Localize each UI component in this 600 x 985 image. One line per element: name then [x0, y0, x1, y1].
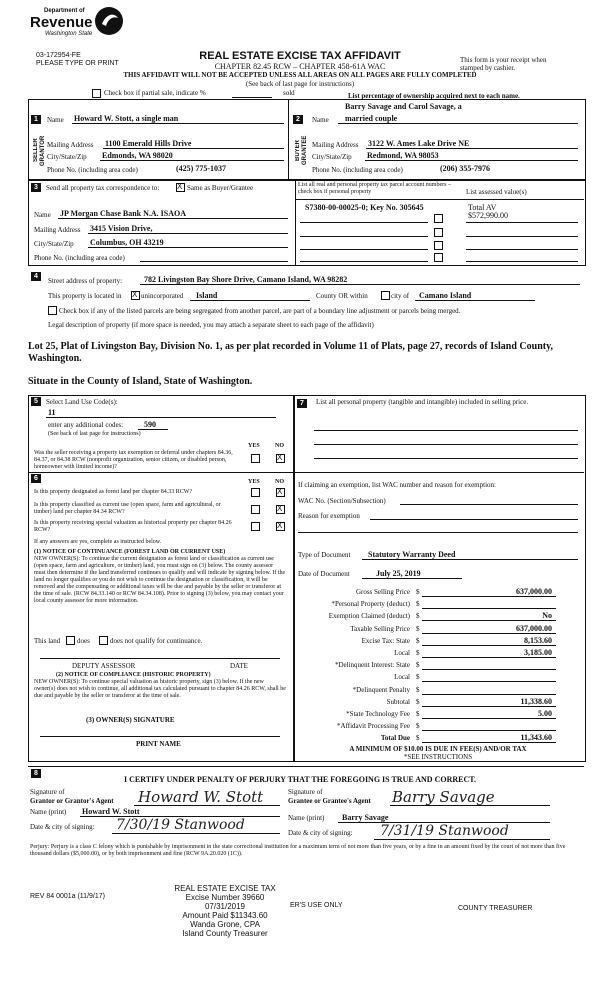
county-line: [190, 300, 310, 301]
historic-text: NEW OWNER(S): To continue special valuation as historic property, sign (3) below. If the new owner(s) does not wish to continue, all additional tax calculated pursuant to chapter 84.26 RCW, shall be due and payable by the seller or transferor at the time of sale.: [34, 679, 286, 699]
stamp-cashier: Wanda Grone, CPA: [190, 920, 260, 929]
certify-statement: I CERTIFY UNDER PENALTY OF PERJURY THAT THE FOREGOING IS TRUE AND CORRECT.: [123, 775, 476, 784]
assessed-label: Total AV: [468, 203, 497, 212]
same-as-buyer-checkbox[interactable]: [176, 183, 185, 192]
parcel-number[interactable]: S7380-00-00025-0; Key No. 305645: [305, 203, 424, 212]
grantee-date-label: Date & city of signing:: [288, 829, 353, 837]
see-instructions: *SEE INSTRUCTIONS: [403, 753, 473, 761]
stamp-date: 07/31/2019: [204, 902, 246, 911]
segregated-note: Check box if any of the listed parcels are being segregated from another parcel, are part of a boundary line adjustment or parcels being merged.: [59, 307, 461, 315]
owner-signature-label: (3) OWNER(S) SIGNATURE: [86, 716, 175, 724]
buyer-mailing-label: Mailing Address: [312, 141, 359, 149]
tax-row-line: [422, 681, 556, 682]
tax-row-currency: $: [416, 600, 420, 608]
tax-row-label: Subtotal: [386, 698, 410, 706]
seller-phone[interactable]: (425) 775-1037: [176, 164, 226, 173]
county-label: County OR within: [316, 292, 368, 300]
grantee-name[interactable]: Barry Savage: [342, 813, 389, 822]
doc-type-label: Type of Document: [298, 551, 351, 559]
tax-row-line: [422, 645, 556, 646]
buyer-name-line2[interactable]: married couple: [345, 114, 398, 123]
unincorporated-label: unincorporated: [141, 292, 184, 300]
assessed-line-2: [466, 236, 578, 237]
wa-logo-icon: [94, 6, 124, 36]
grantor-date-line: [112, 833, 280, 834]
located-label: This property is located in: [48, 292, 122, 300]
tax-row-line: [422, 706, 556, 707]
doc-date[interactable]: July 25, 2019: [376, 569, 421, 578]
exemption-question: Was the seller receiving a property tax exemption or deferral under chapters 84.36, 84.37, or 84.38 RCW (nonprofit organization, senior citizen, or disabled person, homeowner with limited income)?: [34, 450, 233, 470]
section-4-badge: 4: [31, 272, 41, 281]
tax-row-value[interactable]: 637,000.00: [516, 624, 552, 633]
instructions-note: (See back of last page for instructions): [245, 80, 355, 88]
corr-phone-line[interactable]: [140, 261, 288, 262]
grantee-date-line: [374, 839, 550, 840]
land-use-code[interactable]: 11: [48, 408, 56, 417]
land-use-label: Select Land Use Code(s):: [46, 398, 118, 406]
personal-property-checkbox-1[interactable]: [434, 214, 443, 223]
assessed-line-4: [466, 261, 578, 262]
partial-sale-checkbox[interactable]: [92, 89, 101, 98]
tax-row-line: [422, 657, 556, 658]
forest-q1-yes[interactable]: [251, 488, 260, 497]
land-does-not-label: does not qualify for continuance.: [110, 637, 203, 645]
tax-row-label: *Delinquent Interest: State: [334, 661, 410, 669]
deputy-date-label: DATE: [230, 662, 248, 670]
personal-property-checkbox-2[interactable]: [434, 228, 443, 237]
tax-row-label: Taxable Selling Price: [350, 625, 410, 633]
perjury-note: Perjury: Perjury is a class C felony which is punishable by imprisonment in the state correctional institution for a maximum term of not more than five years, or by a fine in an amount fixed by the court of not more than five thousand dollars ($5,000.00), or by both imprisonment and fine (RCW 9A.20.020 (1C)).: [30, 844, 566, 857]
parcel-line-2: [300, 236, 428, 237]
exemption-yes-checkbox[interactable]: [251, 454, 260, 463]
forest-q2-yes[interactable]: [251, 505, 260, 514]
grantee-date-city[interactable]: 7/31/19 Stanwood: [380, 823, 509, 839]
buyer-mailing-line: [366, 148, 578, 149]
tax-row-line: [422, 730, 556, 731]
tax-row-label: *Delinquent Penalty: [352, 686, 410, 694]
corr-name-label: Name: [34, 211, 51, 219]
corr-city-label: City/State/Zip: [34, 240, 74, 248]
tax-row-currency: $: [416, 722, 420, 730]
doc-type-line: [362, 559, 578, 560]
tax-row-currency: $: [416, 734, 420, 742]
personal-property-line-1[interactable]: [314, 430, 578, 431]
tax-row-line: [422, 596, 556, 597]
tax-row-value[interactable]: 8,153.60: [524, 636, 552, 645]
tax-row-value[interactable]: 5.00: [538, 709, 552, 718]
tax-row-value[interactable]: No: [542, 611, 552, 620]
buyer-city-line: [365, 160, 578, 161]
seller-buyer-divider: [288, 99, 289, 180]
ownership-note: List percentage of ownership acquired next to each name.: [348, 92, 520, 100]
tax-row-currency: $: [416, 612, 420, 620]
land-does-label: does: [77, 637, 90, 645]
wac-label: WAC No. (Section/Subsection): [298, 497, 386, 505]
seller-side-label: SELLER GRANTOR: [33, 135, 46, 166]
additional-codes-label: enter any additional codes:: [48, 421, 124, 429]
seller-name[interactable]: Howard W. Stott, a single man: [74, 114, 179, 123]
section-3-badge: 3: [31, 183, 41, 192]
corr-mailing-label: Mailing Address: [34, 226, 81, 234]
street-line: [140, 284, 580, 285]
additional-codes-line: [138, 429, 168, 430]
buyer-name-underline: [338, 123, 578, 124]
grantor-sig-label: Signature of: [30, 788, 65, 796]
county-treasurer-label: COUNTY TREASURER: [458, 905, 533, 912]
deputy-line: [40, 658, 280, 659]
assessed-value[interactable]: $572,990.00: [468, 211, 508, 220]
tax-row-line: [422, 694, 556, 695]
logo-dept-line: Department of: [44, 8, 85, 14]
land-does-checkbox[interactable]: [66, 636, 75, 645]
exemption-reason-line-1[interactable]: [370, 519, 578, 520]
forest-q2: Is this property classified as current use (open space, farm and agricultural, or timber) land per chapter 84.34 RCW?: [34, 502, 221, 515]
tax-row-label: Local: [394, 673, 410, 681]
forest-q1: Is this property designated as forest land per chapter 84.33 RCW?: [34, 489, 193, 495]
tax-row-label: *State Technology Fee: [346, 710, 410, 718]
section-8-rule: [28, 766, 584, 767]
additional-codes[interactable]: 590: [144, 420, 156, 429]
logo-agency: Revenue: [30, 14, 93, 31]
situate-line[interactable]: Situate in the County of Island, State of Washington.: [28, 376, 253, 387]
corr-phone-label: Phone No. (including area code): [34, 254, 125, 262]
parcel-line-1: [300, 222, 428, 223]
personal-property-line-3[interactable]: [314, 458, 578, 459]
seller-mailing-label: Mailing Address: [47, 141, 94, 149]
exemption-reason-label: Reason for exemption: [298, 512, 360, 520]
tax-row-line: [422, 608, 556, 609]
tax-row-value[interactable]: 11,343.60: [520, 733, 552, 742]
property-city[interactable]: Camano Island: [419, 291, 472, 300]
buyer-side-label: BUYER GRANTEE: [295, 135, 308, 166]
corr-city-line: [88, 247, 288, 248]
section-1-badge: 1: [31, 115, 41, 124]
grantee-agent-label: Grantee or Grantee's Agent: [288, 797, 371, 805]
corr-name-line: [58, 218, 288, 219]
section-8-badge: 8: [31, 769, 41, 778]
stamp-treasurer: Island County Treasurer: [182, 929, 268, 938]
agency-logo: [30, 6, 125, 42]
owner-signature-line[interactable]: [40, 736, 280, 737]
receipt-note: This form is your receipt when stamped by cashier.: [460, 56, 547, 72]
forest-q1-no[interactable]: [276, 488, 285, 497]
seller-city-line: [100, 160, 284, 161]
personal-property-checkbox-4[interactable]: [434, 253, 443, 262]
section-5-badge: 5: [31, 397, 41, 406]
tax-row-line: [422, 633, 556, 634]
tax-row-label: Local: [394, 649, 410, 657]
tax-row-label: Total Due: [380, 734, 410, 742]
land-use-see-back: (See back of last page for instructions): [48, 431, 141, 437]
land-use-yes-header: YES: [248, 443, 260, 449]
grantee-sig-line: [390, 805, 550, 806]
tax-row-currency: $: [416, 637, 420, 645]
city-of-label: city of: [391, 292, 410, 300]
section-5-6-divider: [28, 472, 293, 473]
buyer-name-label: Name: [312, 116, 329, 124]
land-use-code-line: [46, 417, 276, 418]
seller-name-line: [72, 123, 284, 124]
tax-row-value[interactable]: 637,000.00: [516, 587, 552, 596]
historic-title: (2) NOTICE OF COMPLIANCE (HISTORIC PROPERTY): [56, 672, 211, 678]
street-label: Street address of property:: [48, 277, 123, 285]
parcel-line-3: [300, 249, 428, 250]
this-land-label: This land: [34, 637, 61, 645]
legal-description[interactable]: Lot 25, Plat of Livingston Bay, Division No. 1, as per plat recorded in Volume 11 of Plats, page 27, records of Island County, Washington.: [28, 341, 554, 364]
print-hint: PLEASE TYPE OR PRINT: [36, 60, 119, 67]
tax-row-currency: $: [416, 625, 420, 633]
tax-row-currency: $: [416, 710, 420, 718]
section-7-badge: 7: [297, 399, 307, 408]
personal-property-line-2[interactable]: [314, 444, 578, 445]
forest-q3-no[interactable]: [276, 522, 285, 531]
parcel-line-4: [300, 261, 428, 262]
form-code: 03-172954-FE: [36, 52, 81, 59]
tax-row-currency: $: [416, 673, 420, 681]
continuance-title: (1) NOTICE OF CONTINUANCE (FOREST LAND OR CURRENT USE): [34, 549, 226, 555]
land-does-not-checkbox[interactable]: [99, 636, 108, 645]
personal-property-checkbox-3[interactable]: [434, 241, 443, 250]
tax-row-label: *Affidavit Processing Fee: [337, 722, 410, 730]
grantor-name[interactable]: Howard W. Stott: [82, 807, 140, 816]
tax-row-line: [422, 742, 556, 743]
partial-sale-percent-line[interactable]: [232, 97, 272, 98]
doc-date-line: [362, 578, 462, 579]
doc-type[interactable]: Statutory Warranty Deed: [368, 550, 456, 559]
grantee-name-label: Name (print): [288, 814, 325, 822]
section-6-badge: 6: [31, 474, 41, 483]
buyer-phone-label: Phone No. (including area code): [312, 166, 403, 174]
grantor-sig-line: [134, 805, 280, 806]
partial-sale-label: Check box if partial sale, indicate %: [104, 89, 206, 97]
grantor-name-label: Name (print): [30, 808, 67, 816]
print-name-label: PRINT NAME: [136, 740, 181, 748]
exemption-reason-line-2[interactable]: [298, 532, 578, 533]
section-7-divider: [293, 472, 584, 473]
cashier-stamp: [160, 884, 290, 938]
forest-q2-no[interactable]: [276, 505, 285, 514]
page-title: REAL ESTATE EXCISE TAX AFFIDAVIT: [199, 50, 401, 62]
personal-property-label: List all personal property (tangible and intangible) included in selling price.: [316, 398, 529, 406]
tax-row-line: [422, 669, 556, 670]
deputy-assessor-label: DEPUTY ASSESSOR: [72, 662, 136, 670]
parcel-header: List all real and personal property tax parcel account numbers – check box if personal property: [298, 182, 451, 195]
correspondence-divider: [295, 179, 296, 265]
tax-row-label: Gross Selling Price: [355, 588, 410, 596]
city-line: [415, 300, 535, 301]
completion-warning: THIS AFFIDAVIT WILL NOT BE ACCEPTED UNLESS ALL AREAS ON ALL PAGES ARE FULLY COMPLETED: [123, 71, 477, 79]
tax-row-label: Exemption Claimed (deduct): [328, 612, 410, 620]
legal-label: Legal description of property (if more space is needed, you may attach a separate sheet to each page of the affidavit): [48, 321, 374, 329]
tax-row-currency: $: [416, 661, 420, 669]
section-2-badge: 2: [293, 115, 303, 124]
parcel-header-rule: [296, 199, 584, 200]
logo-state: Washington State: [45, 31, 93, 37]
exemption-claim-label: If claiming an exemption, list WAC number and reason for exemption:: [298, 481, 496, 489]
segregated-checkbox[interactable]: [48, 306, 57, 315]
tax-row-line: [422, 620, 556, 621]
buyer-phone[interactable]: (206) 355-7976: [440, 164, 490, 173]
seller-mailing-line: [103, 148, 284, 149]
users-only-label: ER'S USE ONLY: [290, 902, 343, 909]
forest-q3: Is this property receiving special valuation as historical property per chapter 84.26 RCW?: [34, 520, 232, 533]
same-as-buyer-label: Same as Buyer/Grantee: [187, 184, 254, 192]
forest-if-yes: If any answers are yes, complete as instructed below.: [34, 539, 162, 545]
partial-sale-sold: sold: [283, 89, 295, 97]
tax-row-value[interactable]: 11,338.60: [520, 697, 552, 706]
land-use-no-header: NO: [275, 443, 284, 449]
corr-mailing-line: [88, 233, 288, 234]
seller-city-label: City/State/Zip: [47, 153, 87, 161]
grantee-signature[interactable]: Barry Savage: [392, 788, 495, 806]
unincorporated-checkbox[interactable]: [131, 291, 140, 300]
buyer-name-line1[interactable]: Barry Savage and Carol Savage, a: [345, 102, 462, 111]
forest-no-header: NO: [275, 479, 284, 485]
property-street[interactable]: 782 Livingston Bay Shore Drive, Camano Island, WA 98282: [144, 275, 348, 284]
seller-name-label: Name: [47, 116, 64, 124]
assessed-header: List assessed value(s): [466, 188, 527, 196]
page-subtitle: CHAPTER 82.45 RCW – CHAPTER 458-61A WAC: [214, 62, 386, 71]
tax-row-currency: $: [416, 686, 420, 694]
continuance-text: NEW OWNER(S): To continue the current designation as forest land or classification as current use (open space, farm and agriculture, or timber) land, you must sign on (3) below. The county assessor must then determine if the land transferred continues to qualify and will indicate by signing below. If the land no longer qualifies or you do not wish to continue the designation or classification, it will be removed and the compensating or additional taxes will be due and payable by the seller or transferor at the time of sale. (RCW 84.33.140 or RCW 84.34.108). Prior to signing (3) below, you may contact your local county assessor for more information.: [34, 556, 286, 604]
correspondence-label: Send all property tax correspondence to:: [46, 184, 160, 192]
buyer-city-label: City/State/Zip: [312, 153, 352, 161]
doc-date-label: Date of Document: [298, 570, 350, 578]
tax-row-line: [422, 718, 556, 719]
grantor-date-city[interactable]: 7/30/19 Stanwood: [116, 817, 245, 833]
grantor-agent-label: Grantor or Grantor's Agent: [30, 797, 114, 805]
stamp-amount-paid: Amount Paid $11343.60: [182, 911, 268, 920]
tax-row-label: *Personal Property (deduct): [331, 600, 410, 608]
city-of-checkbox[interactable]: [381, 291, 390, 300]
corr-name[interactable]: JP Morgan Chase Bank N.A. ISAOA: [60, 209, 187, 218]
property-county[interactable]: Island: [196, 291, 218, 300]
grantor-date-label: Date & city of signing:: [30, 823, 95, 831]
corr-mailing[interactable]: 3415 Vision Drive,: [90, 224, 153, 233]
tax-row-currency: $: [416, 649, 420, 657]
stamp-title: REAL ESTATE EXCISE TAX: [174, 884, 276, 893]
tax-row-currency: $: [416, 698, 420, 706]
forest-yes-header: YES: [248, 479, 260, 485]
minimum-fee-note: A MINIMUM OF $10.00 IS DUE IN FEE(S) AND/OR TAX: [349, 745, 527, 753]
grantee-sig-label: Signature of: [288, 788, 323, 796]
seller-phone-label: Phone No. (including area code): [47, 166, 138, 174]
tax-row-value[interactable]: 3,185.00: [524, 648, 552, 657]
buyer-city[interactable]: Redmond, WA 98053: [367, 151, 439, 160]
grantor-signature[interactable]: Howard W. Stott: [138, 788, 264, 806]
seller-city[interactable]: Edmonds, WA 98020: [102, 151, 173, 160]
tax-row-currency: $: [416, 588, 420, 596]
buyer-mailing[interactable]: 3122 W. Ames Lake Drive NE: [368, 139, 470, 148]
wac-line[interactable]: [400, 504, 578, 505]
rev-number: REV 84 0001a (11/9/17): [30, 893, 105, 900]
stamp-excise-number: Excise Number 39660: [185, 893, 265, 902]
exemption-no-checkbox[interactable]: [276, 454, 285, 463]
assessed-line-3: [466, 249, 578, 250]
assessed-line-1: [466, 222, 578, 223]
corr-city[interactable]: Columbus, OH 43219: [90, 238, 164, 247]
tax-row-label: Excise Tax: State: [361, 637, 410, 645]
forest-q3-yes[interactable]: [251, 522, 260, 531]
seller-mailing[interactable]: 1100 Emerald Hills Drive: [105, 139, 192, 148]
